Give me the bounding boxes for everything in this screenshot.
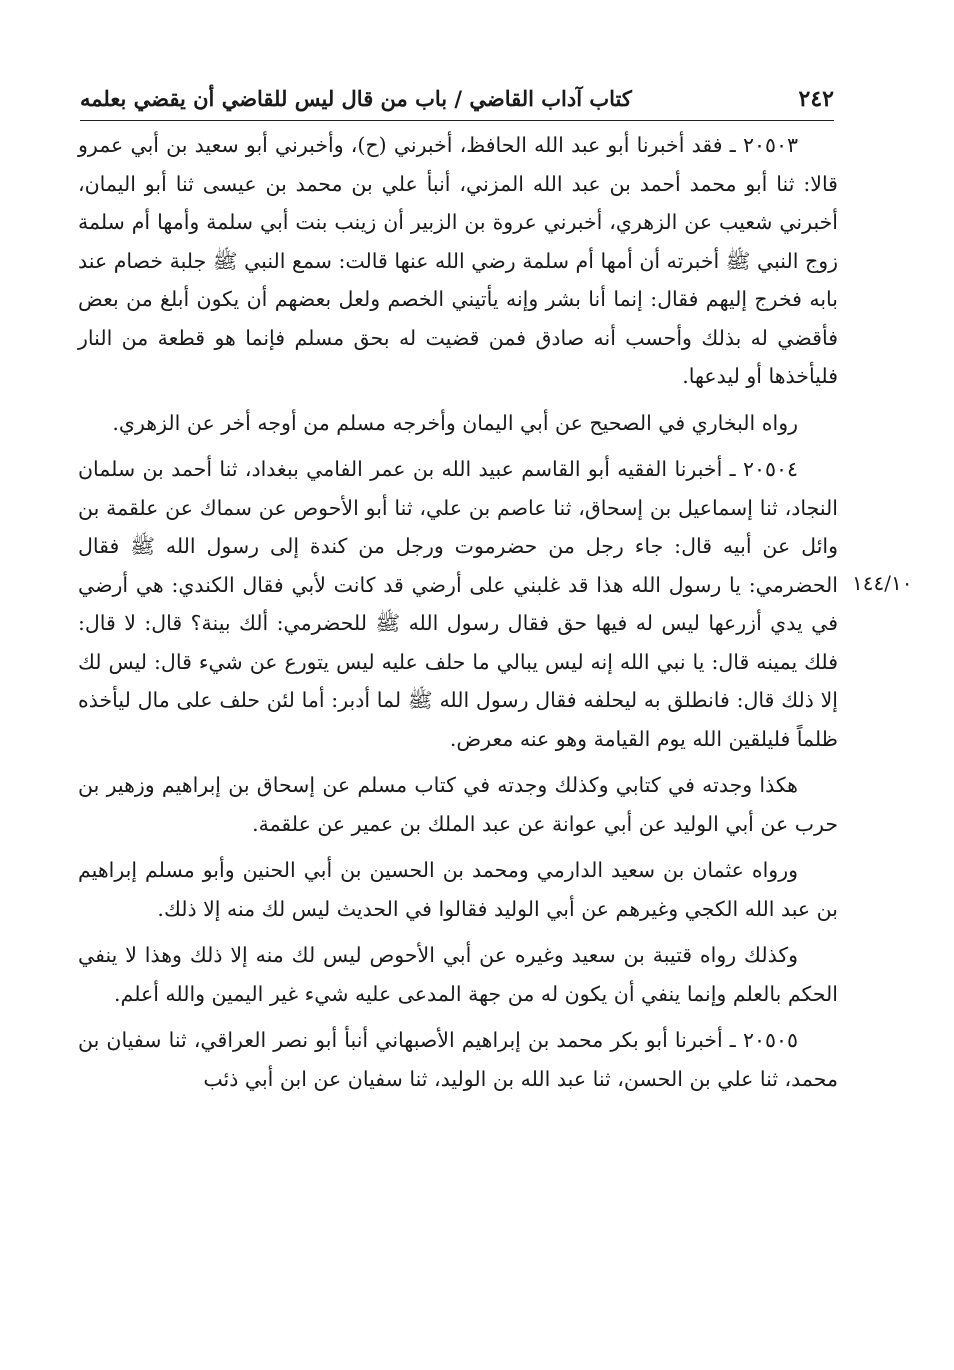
page-body xyxy=(78,126,838,1106)
page-number: ٢٤٢ xyxy=(798,86,834,112)
commentary-paragraph: ورواه عثمان بن سعيد الدارمي ومحمد بن الحسين بن أبي الحنين وأبو مسلم إبراهيم بن عبد الله الكجي وغيرهم عن أبي الوليد فقالوا في الحديث ليس لك منه إلا ذلك. xyxy=(78,858,838,921)
hadith-20505: ٢٠٥٠٥ ـ أخبرنا أبو بكر محمد بن إبراهيم الأصبهاني أنبأ أبو نصر العراقي، ثنا سفيان بن محمد، ثنا علي بن الحسن، ثنا عبد الله بن الوليد، ثنا سفيان عن ابن أبي ذئب xyxy=(78,1028,838,1091)
margin-reference: ١٤٤/١٠ xyxy=(852,571,913,595)
running-title: كتاب آداب القاضي / باب من قال ليس للقاضي أن يقضي بعلمه xyxy=(80,86,632,111)
hadith-20504: ٢٠٥٠٤ ـ أخبرنا الفقيه أبو القاسم عبيد الله بن عمر الفامي ببغداد، ثنا أحمد بن سلمان النجاد، ثنا إسماعيل بن إسحاق، ثنا عاصم بن علي، ثنا أبو الأحوص عن سماك عن علقمة بن وائل عن أبيه قال: جاء رجل من حضرموت ورجل من كندة إلى رسول الله ﷺ فقال الحضرمي: يا رسول الله هذا قد غلبني على أرضي قد كانت لأبي فقال الكندي: هي أرضي في يدي أزرعها ليس له فيها حق فقال رسول الله ﷺ للحضرمي: ألك بينة؟ قال: لا قال: فلك يمينه قال: يا نبي الله إنه ليس يبالي ما حلف عليه ليس يتورع عن شيء قال: ليس لك إلا ذلك قال: فانطلق به ليحلفه فقال رسول الله ﷺ لما أدبر: أما لئن حلف على مال ليأخذه ظلماً فليلقين الله يوم القيامة وهو عنه معرض. xyxy=(78,457,838,751)
commentary-paragraph: هكذا وجدته في كتابي وكذلك وجدته في كتاب مسلم عن إسحاق بن إبراهيم وزهير بن حرب عن أبي الوليد عن أبي عوانة عن عبد الملك بن عمير عن علقمة. xyxy=(78,773,838,836)
hadith-20503: ٢٠٥٠٣ ـ فقد أخبرنا أبو عبد الله الحافظ، أخبرني (ح)، وأخبرني أبو سعيد بن أبي عمرو قالا: ثنا أبو محمد أحمد بن عبد الله المزني، أنبأ علي بن محمد بن عيسى ثنا أبو اليمان، أخبرني شعيب عن الزهري، أخبرني عروة بن الزبير أن زينب بنت أبي سلمة وأمها أم سلمة زوج النبي ﷺ أخبرته أن أمها أم سلمة رضي الله عنها قالت: سمع النبي ﷺ جلبة خصام عند بابه فخرج إليهم فقال: إنما أنا بشر وإنه يأتيني الخصم ولعل بعضهم أن يكون أبلغ من بعض فأقضي له بذلك وأحسب أنه صادق فمن قضيت له بحق مسلم فإنما هو قطعة من النار فليأخذها أو ليدعها. xyxy=(78,133,838,388)
commentary-paragraph: وكذلك رواه قتيبة بن سعيد وغيره عن أبي الأحوص ليس لك منه إلا ذلك وهذا لا ينفي الحكم بالعلم وإنما ينفي أن يكون له من جهة المدعى عليه شيء غير اليمين والله أعلم. xyxy=(78,943,838,1006)
commentary-paragraph: رواه البخاري في الصحيح عن أبي اليمان وأخرجه مسلم من أوجه أخر عن الزهري. xyxy=(112,410,798,435)
page-header xyxy=(80,84,834,121)
